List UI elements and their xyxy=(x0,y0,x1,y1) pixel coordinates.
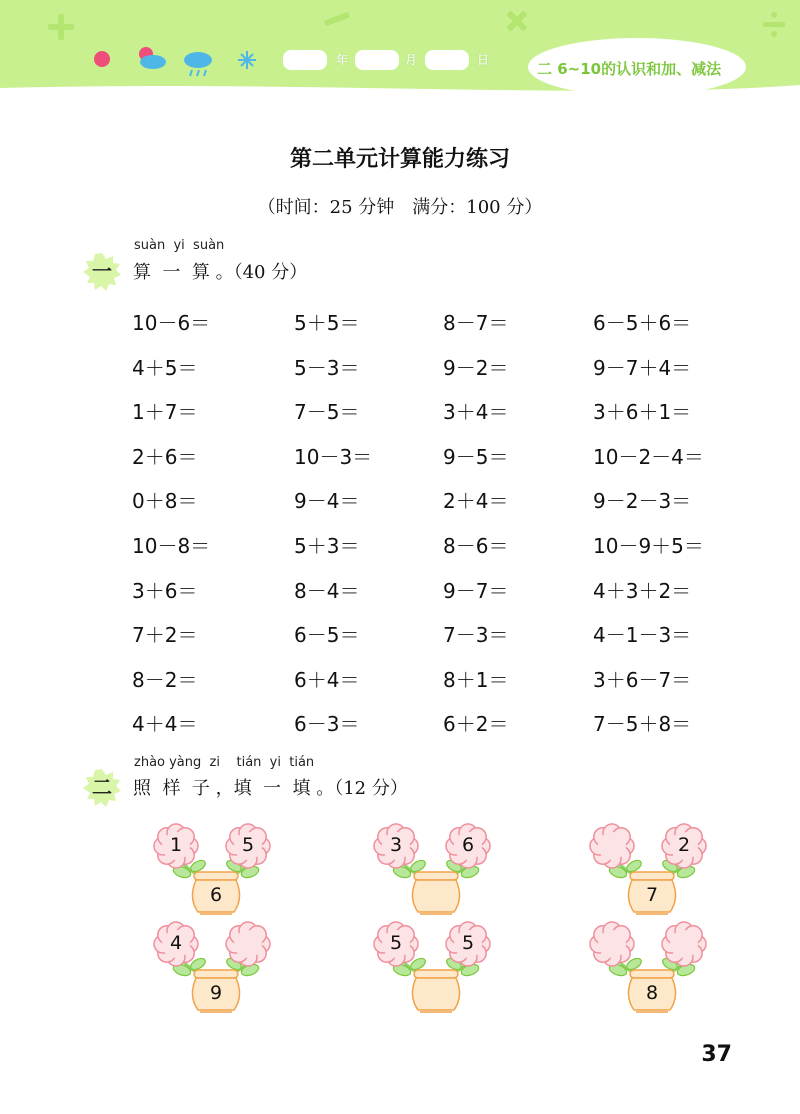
equation[interactable]: 0＋8＝ xyxy=(132,489,198,514)
section2-number: 二 xyxy=(92,775,112,799)
flower-right-number[interactable]: 6 xyxy=(461,834,475,856)
equation[interactable]: 7－5＝ xyxy=(294,400,360,425)
equation[interactable]: 7＋2＝ xyxy=(132,623,198,648)
equation[interactable]: 10－6＝ xyxy=(132,311,211,335)
flower-pot-group xyxy=(588,822,718,922)
flower-right-number[interactable]: 5 xyxy=(241,834,255,856)
year-label: 年 xyxy=(336,53,349,67)
equation[interactable]: 4＋4＝ xyxy=(132,712,198,737)
equation[interactable]: 8－6＝ xyxy=(443,534,509,558)
flower-left-number[interactable]: 5 xyxy=(389,932,403,954)
section2-pinyin: zhào yàng zi tián yi tián xyxy=(134,755,315,770)
equation[interactable]: 9－5＝ xyxy=(443,444,509,469)
equation[interactable]: 8－7＝ xyxy=(443,311,509,335)
flower-left-number[interactable]: 4 xyxy=(169,932,183,954)
equation[interactable]: 10－8＝ xyxy=(132,534,211,558)
equation[interactable]: 6＋4＝ xyxy=(294,667,360,692)
equation[interactable]: 10－2－4＝ xyxy=(593,444,704,469)
year-input[interactable] xyxy=(283,50,327,70)
header-band xyxy=(0,0,800,112)
equation[interactable]: 7－3＝ xyxy=(443,623,509,648)
equation[interactable]: 9－7＋4＝ xyxy=(593,355,692,380)
equation[interactable]: 3＋4＝ xyxy=(443,400,509,425)
equation[interactable]: 2＋6＝ xyxy=(132,444,198,469)
flower-pot-group xyxy=(372,822,502,922)
equation[interactable]: 1＋7＝ xyxy=(132,400,198,425)
pot-number[interactable]: 8 xyxy=(645,982,659,1004)
flower-pot-group xyxy=(152,822,282,922)
equation[interactable]: 9－7＝ xyxy=(443,578,509,603)
page-number: 37 xyxy=(701,1042,732,1067)
equation[interactable]: 9－2－3＝ xyxy=(593,489,692,514)
equation[interactable]: 3＋6＋1＝ xyxy=(593,400,692,425)
section1-pinyin: suàn yi suàn xyxy=(134,238,225,253)
section1-number: 一 xyxy=(92,259,112,283)
pot-number[interactable]: 7 xyxy=(645,884,659,906)
month-label: 月 xyxy=(405,53,418,67)
flower-right-number[interactable]: 2 xyxy=(677,834,691,856)
day-label: 日 xyxy=(477,53,490,67)
unit-title: 二 6~10的认识和加、减法 xyxy=(537,60,722,78)
flower-pot-group xyxy=(372,920,502,1020)
equation[interactable]: 6＋2＝ xyxy=(443,712,509,737)
flower-left-number[interactable]: 3 xyxy=(389,834,403,856)
equation[interactable]: 6－3＝ xyxy=(294,712,360,737)
equation[interactable]: 6－5＋6＝ xyxy=(593,311,692,335)
equation[interactable]: 3＋6－7＝ xyxy=(593,667,692,692)
equation[interactable]: 5＋5＝ xyxy=(294,311,360,335)
flower-right-number[interactable]: 5 xyxy=(461,932,475,954)
equation[interactable]: 8－2＝ xyxy=(132,667,198,692)
equation[interactable]: 4＋5＝ xyxy=(132,355,198,380)
month-input[interactable] xyxy=(355,50,399,70)
section2-badge xyxy=(82,768,122,808)
section1-title: 算 一 算 。（40 分） xyxy=(133,262,308,283)
equation[interactable]: 3＋6＝ xyxy=(132,578,198,603)
equation[interactable]: 8＋1＝ xyxy=(443,667,509,692)
equation[interactable]: 5＋3＝ xyxy=(294,534,360,558)
flower-pot-group xyxy=(152,920,282,1020)
equation[interactable]: 9－2＝ xyxy=(443,355,509,380)
section2-title: 照 样 子 ，填 一 填 。（12 分） xyxy=(133,778,408,799)
equation[interactable]: 5－3＝ xyxy=(294,355,360,380)
equation[interactable]: 4－1－3＝ xyxy=(593,623,692,648)
equation[interactable]: 8－4＝ xyxy=(294,578,360,603)
pot-number[interactable]: 9 xyxy=(209,982,223,1004)
flower-left-number[interactable]: 1 xyxy=(169,834,183,856)
equation[interactable]: 6－5＝ xyxy=(294,623,360,648)
page-title: 第二单元计算能力练习 xyxy=(289,147,510,172)
equation[interactable]: 9－4＝ xyxy=(294,489,360,514)
sun-icon xyxy=(94,51,110,67)
section1-badge xyxy=(82,252,122,292)
equation[interactable]: 7－5＋8＝ xyxy=(593,712,692,737)
flower-pot-group xyxy=(588,920,718,1020)
pot-number[interactable]: 6 xyxy=(209,884,223,906)
equation[interactable]: 2＋4＝ xyxy=(443,489,509,514)
time-info: （时间：25 分钟 满分：100 分） xyxy=(257,197,543,218)
equation[interactable]: 4＋3＋2＝ xyxy=(593,578,692,603)
day-input[interactable] xyxy=(425,50,469,70)
equation[interactable]: 10－9＋5＝ xyxy=(593,534,704,558)
equation[interactable]: 10－3＝ xyxy=(294,444,373,469)
